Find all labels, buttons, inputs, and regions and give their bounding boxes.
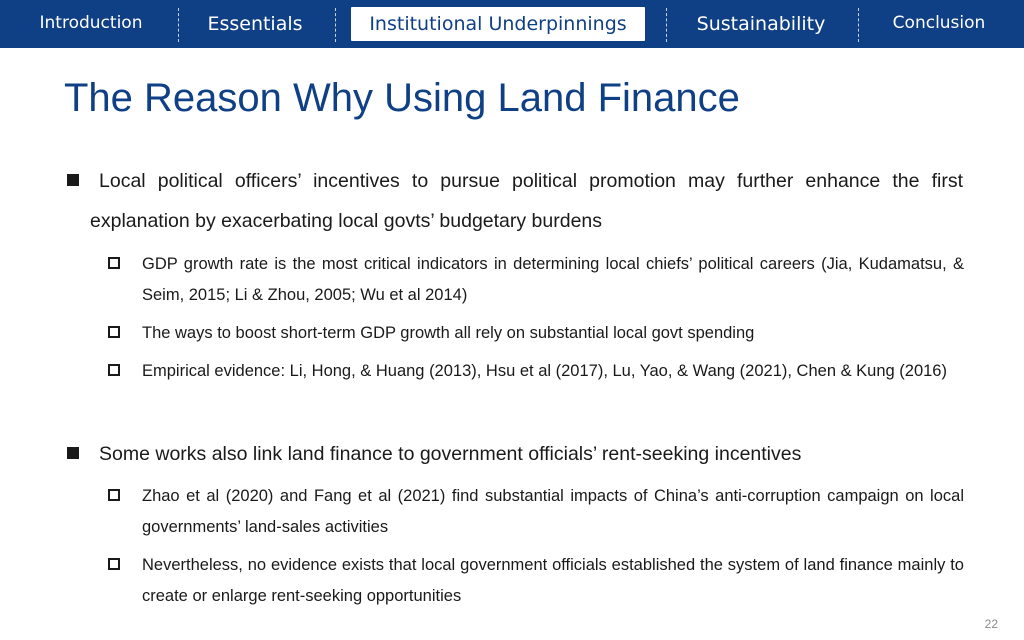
sub-bullet-text: The ways to boost short-term GDP growth all rely on substantial local govt spending	[142, 324, 755, 342]
sub-bullet-square-icon	[108, 364, 120, 376]
tab-essentials[interactable]: Essentials	[207, 13, 303, 35]
sub-bullet-text: Nevertheless, no evidence exists that local government officials established the system of land finance mainly to create or enlarge rent-seeking opportunities	[142, 556, 964, 605]
sub-bullet-text: GDP growth rate is the most critical indicators in determining local chiefs’ political careers (Jia, Kudamatsu, & Seim, 2015; Li & Zhou, 2005; Wu et al 2014)	[142, 255, 964, 304]
bullet-square-icon	[67, 447, 79, 459]
nav-divider	[178, 8, 179, 42]
tab-introduction[interactable]: Introduction	[39, 13, 143, 33]
nav-divider	[666, 8, 667, 42]
nav-divider	[858, 8, 859, 42]
sub-bullet-text: Empirical evidence: Li, Hong, & Huang (2013), Hsu et al (2017), Lu, Yao, & Wang (2021), Chen & Kung (2016)	[142, 362, 947, 380]
sub-bullet-square-icon	[108, 257, 120, 269]
bullet-text: Some works also link land finance to government officials’ rent-seeking incentives	[99, 443, 802, 465]
nav-divider	[335, 8, 336, 42]
page-number: 22	[984, 617, 998, 631]
sub-bullet-square-icon	[108, 489, 120, 501]
slide-title: The Reason Why Using Land Finance	[64, 76, 740, 120]
sub-bullet-square-icon	[108, 326, 120, 338]
bullet-text: Local political officers’ incentives to pursue political promotion may further enhance the first explanation by exacerbating local govts’ budgetary burdens	[90, 170, 963, 232]
tab-conclusion[interactable]: Conclusion	[892, 13, 986, 33]
section-nav-bar	[0, 0, 1024, 48]
bullet-square-icon	[67, 174, 79, 186]
tab-sustainability[interactable]: Sustainability	[696, 13, 826, 35]
sub-bullet-text: Zhao et al (2020) and Fang et al (2021) find substantial impacts of China’s anti-corruption campaign on local governments’ land-sales activities	[142, 487, 964, 536]
sub-bullet-square-icon	[108, 558, 120, 570]
tab-institutional-underpinnings[interactable]: Institutional Underpinnings	[351, 7, 645, 41]
